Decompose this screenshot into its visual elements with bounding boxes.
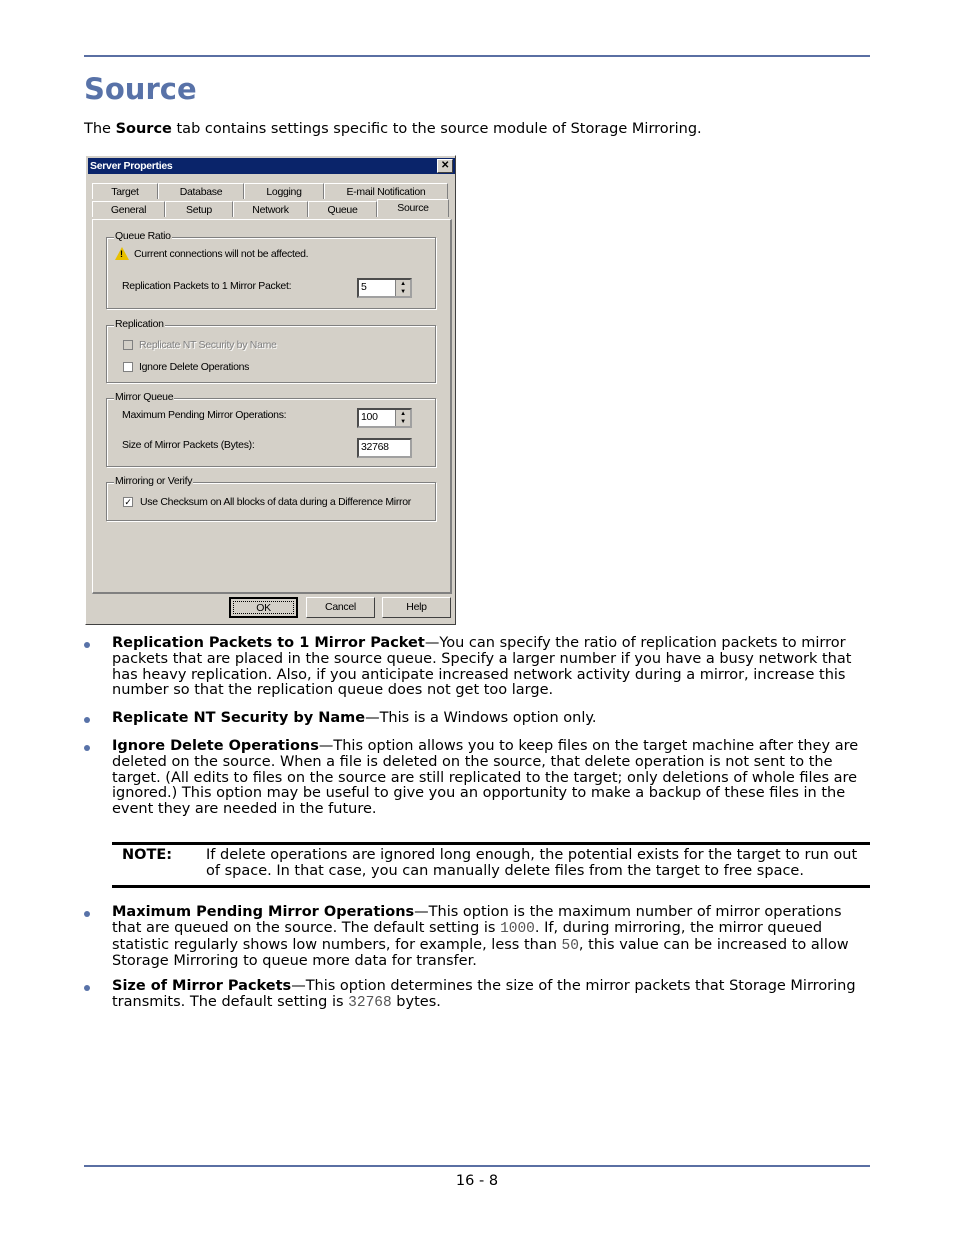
ok-button[interactable] bbox=[229, 597, 298, 618]
replication-packets-label: Replication Packets to 1 Mirror Packet: bbox=[122, 280, 292, 292]
help-button[interactable]: Help bbox=[382, 597, 451, 618]
tab-email-notification[interactable]: E-mail Notification bbox=[324, 183, 448, 199]
source-tab-panel bbox=[92, 219, 452, 594]
tab-source[interactable]: Source bbox=[377, 199, 449, 217]
mirror-packet-size-value: 32768 bbox=[361, 441, 389, 453]
code-value: 1000 bbox=[500, 920, 535, 937]
mirroring-verify-label: Mirroring or Verify bbox=[115, 475, 193, 487]
tab-database[interactable]: Database bbox=[158, 183, 244, 199]
bullet-icon bbox=[84, 745, 90, 751]
bullet-text bbox=[112, 905, 870, 970]
spin-arrows-icon[interactable]: ▲ ▼ bbox=[395, 280, 410, 296]
intro-prefix: The bbox=[84, 121, 116, 137]
tab-row-1 bbox=[92, 183, 452, 199]
mirror-queue-label: Mirror Queue bbox=[115, 391, 174, 403]
note-box bbox=[112, 842, 870, 888]
tab-queue[interactable]: Queue bbox=[308, 201, 377, 217]
bullet-desc: , this value can be increased to allow Storage Mirroring to queue more data for transfer. bbox=[112, 936, 849, 970]
top-rule bbox=[84, 55, 870, 57]
bullet-icon bbox=[84, 911, 90, 917]
mirror-queue-group bbox=[106, 391, 436, 467]
bullet-term: Ignore Delete Operations bbox=[112, 738, 319, 754]
queue-ratio-group bbox=[106, 230, 436, 309]
checksum-checkbox[interactable]: ✓ bbox=[124, 497, 132, 507]
replication-packets-value: 5 bbox=[361, 281, 367, 293]
cancel-button[interactable]: Cancel bbox=[306, 597, 375, 618]
bullet-icon bbox=[84, 717, 90, 723]
warning-text: Current connections will not be affected. bbox=[134, 248, 309, 260]
bullet-term: Size of Mirror Packets bbox=[112, 978, 292, 994]
replication-group bbox=[106, 318, 436, 383]
bullet-desc: —This option is the maximum number of mirror operations that are queued on the source. The default setting is bbox=[112, 904, 842, 936]
note-text: If delete operations are ignored long enough, the potential exists for the target to run out of space. In that case, you can manually delete files from the target to free space. bbox=[206, 847, 858, 879]
dialog-titlebar bbox=[88, 158, 455, 174]
note-label: NOTE: bbox=[122, 847, 173, 863]
bullet-desc: —This option allows you to keep files on the target machine after they are deleted on the source. When a file is deleted on the source, that delete operation is not sent to the target. (All edits to files on the source are still replicated to the target; only deletions of whole files are ignored.) This option may be useful to give you an opportunity to make a backup of these files in the event they are needed in the future. bbox=[112, 738, 859, 818]
bottom-rule bbox=[84, 1165, 870, 1167]
bullet-text bbox=[112, 739, 870, 818]
tab-setup[interactable]: Setup bbox=[165, 201, 233, 217]
list-item bbox=[84, 905, 870, 970]
bullet-text bbox=[112, 636, 870, 699]
mirror-packet-size-label: Size of Mirror Packets (Bytes): bbox=[122, 439, 255, 451]
max-pending-stepper[interactable] bbox=[357, 408, 412, 428]
bullet-desc: —This option determines the size of the mirror packets that Storage Mirroring transmits. The default setting is bbox=[112, 978, 856, 1010]
ignore-delete-checkbox[interactable] bbox=[123, 362, 133, 372]
page-number: 16 - 8 bbox=[455, 1173, 499, 1189]
intro-suffix: tab contains settings specific to the source module of Storage Mirroring. bbox=[171, 121, 702, 137]
server-properties-dialog bbox=[85, 155, 456, 625]
bullet-term: Replicate NT Security by Name bbox=[112, 710, 366, 726]
bullet-desc: —This is a Windows option only. bbox=[365, 710, 597, 726]
intro-bold: Source bbox=[115, 121, 172, 137]
mirror-packet-size-input[interactable] bbox=[357, 438, 412, 458]
replicate-nt-label: Replicate NT Security by Name bbox=[139, 339, 277, 351]
replicate-nt-checkbox bbox=[123, 340, 133, 350]
close-icon[interactable]: ✕ bbox=[437, 159, 453, 173]
replication-packets-stepper[interactable] bbox=[357, 278, 412, 298]
bullet-term: Maximum Pending Mirror Operations bbox=[112, 904, 415, 920]
dialog-title: Server Properties bbox=[90, 160, 173, 172]
replication-label: Replication bbox=[115, 318, 164, 330]
spin-arrows-icon[interactable]: ▲ ▼ bbox=[395, 410, 410, 426]
checksum-label: Use Checksum on All blocks of data during a Difference Mirror bbox=[140, 496, 411, 508]
intro-paragraph bbox=[84, 121, 702, 137]
tab-row-2 bbox=[92, 201, 452, 217]
queue-ratio-label: Queue Ratio bbox=[115, 230, 171, 242]
list-item bbox=[84, 739, 870, 818]
max-pending-value: 100 bbox=[361, 411, 378, 423]
tab-target[interactable]: Target bbox=[92, 183, 158, 199]
bullet-desc: . If, during mirroring, the mirror queued statistic regularly shows low numbers, for example, less than bbox=[112, 919, 823, 953]
bullet-icon bbox=[84, 985, 90, 991]
code-value: 50 bbox=[561, 937, 579, 954]
bullet-icon bbox=[84, 642, 90, 648]
bullet-term: Replication Packets to 1 Mirror Packet bbox=[112, 635, 425, 651]
warning-icon: ! bbox=[115, 247, 129, 260]
list-item bbox=[84, 979, 870, 1012]
list-item bbox=[84, 636, 870, 699]
page-title: Source bbox=[84, 72, 197, 106]
bullet-text bbox=[112, 979, 870, 1012]
bullet-desc: —You can specify the ratio of replication packets to mirror packets that are placed in the source queue. Specify a larger number if you have a busy network that has heavy replication. Also, if you anticipate increased network activity during a mirror, increase this number so that the replication queue does not get too large. bbox=[112, 635, 852, 699]
list-item bbox=[84, 711, 870, 727]
tab-network[interactable]: Network bbox=[233, 201, 308, 217]
tab-logging[interactable]: Logging bbox=[244, 183, 324, 199]
tab-general[interactable]: General bbox=[92, 201, 165, 217]
bullet-text bbox=[112, 711, 870, 727]
ok-button-label: OK bbox=[233, 601, 294, 614]
code-value: 32768 bbox=[348, 994, 392, 1011]
mirroring-verify-group bbox=[106, 475, 436, 521]
bullet-desc: bytes. bbox=[391, 993, 441, 1010]
ignore-delete-label: Ignore Delete Operations bbox=[139, 361, 250, 373]
max-pending-label: Maximum Pending Mirror Operations: bbox=[122, 409, 287, 421]
